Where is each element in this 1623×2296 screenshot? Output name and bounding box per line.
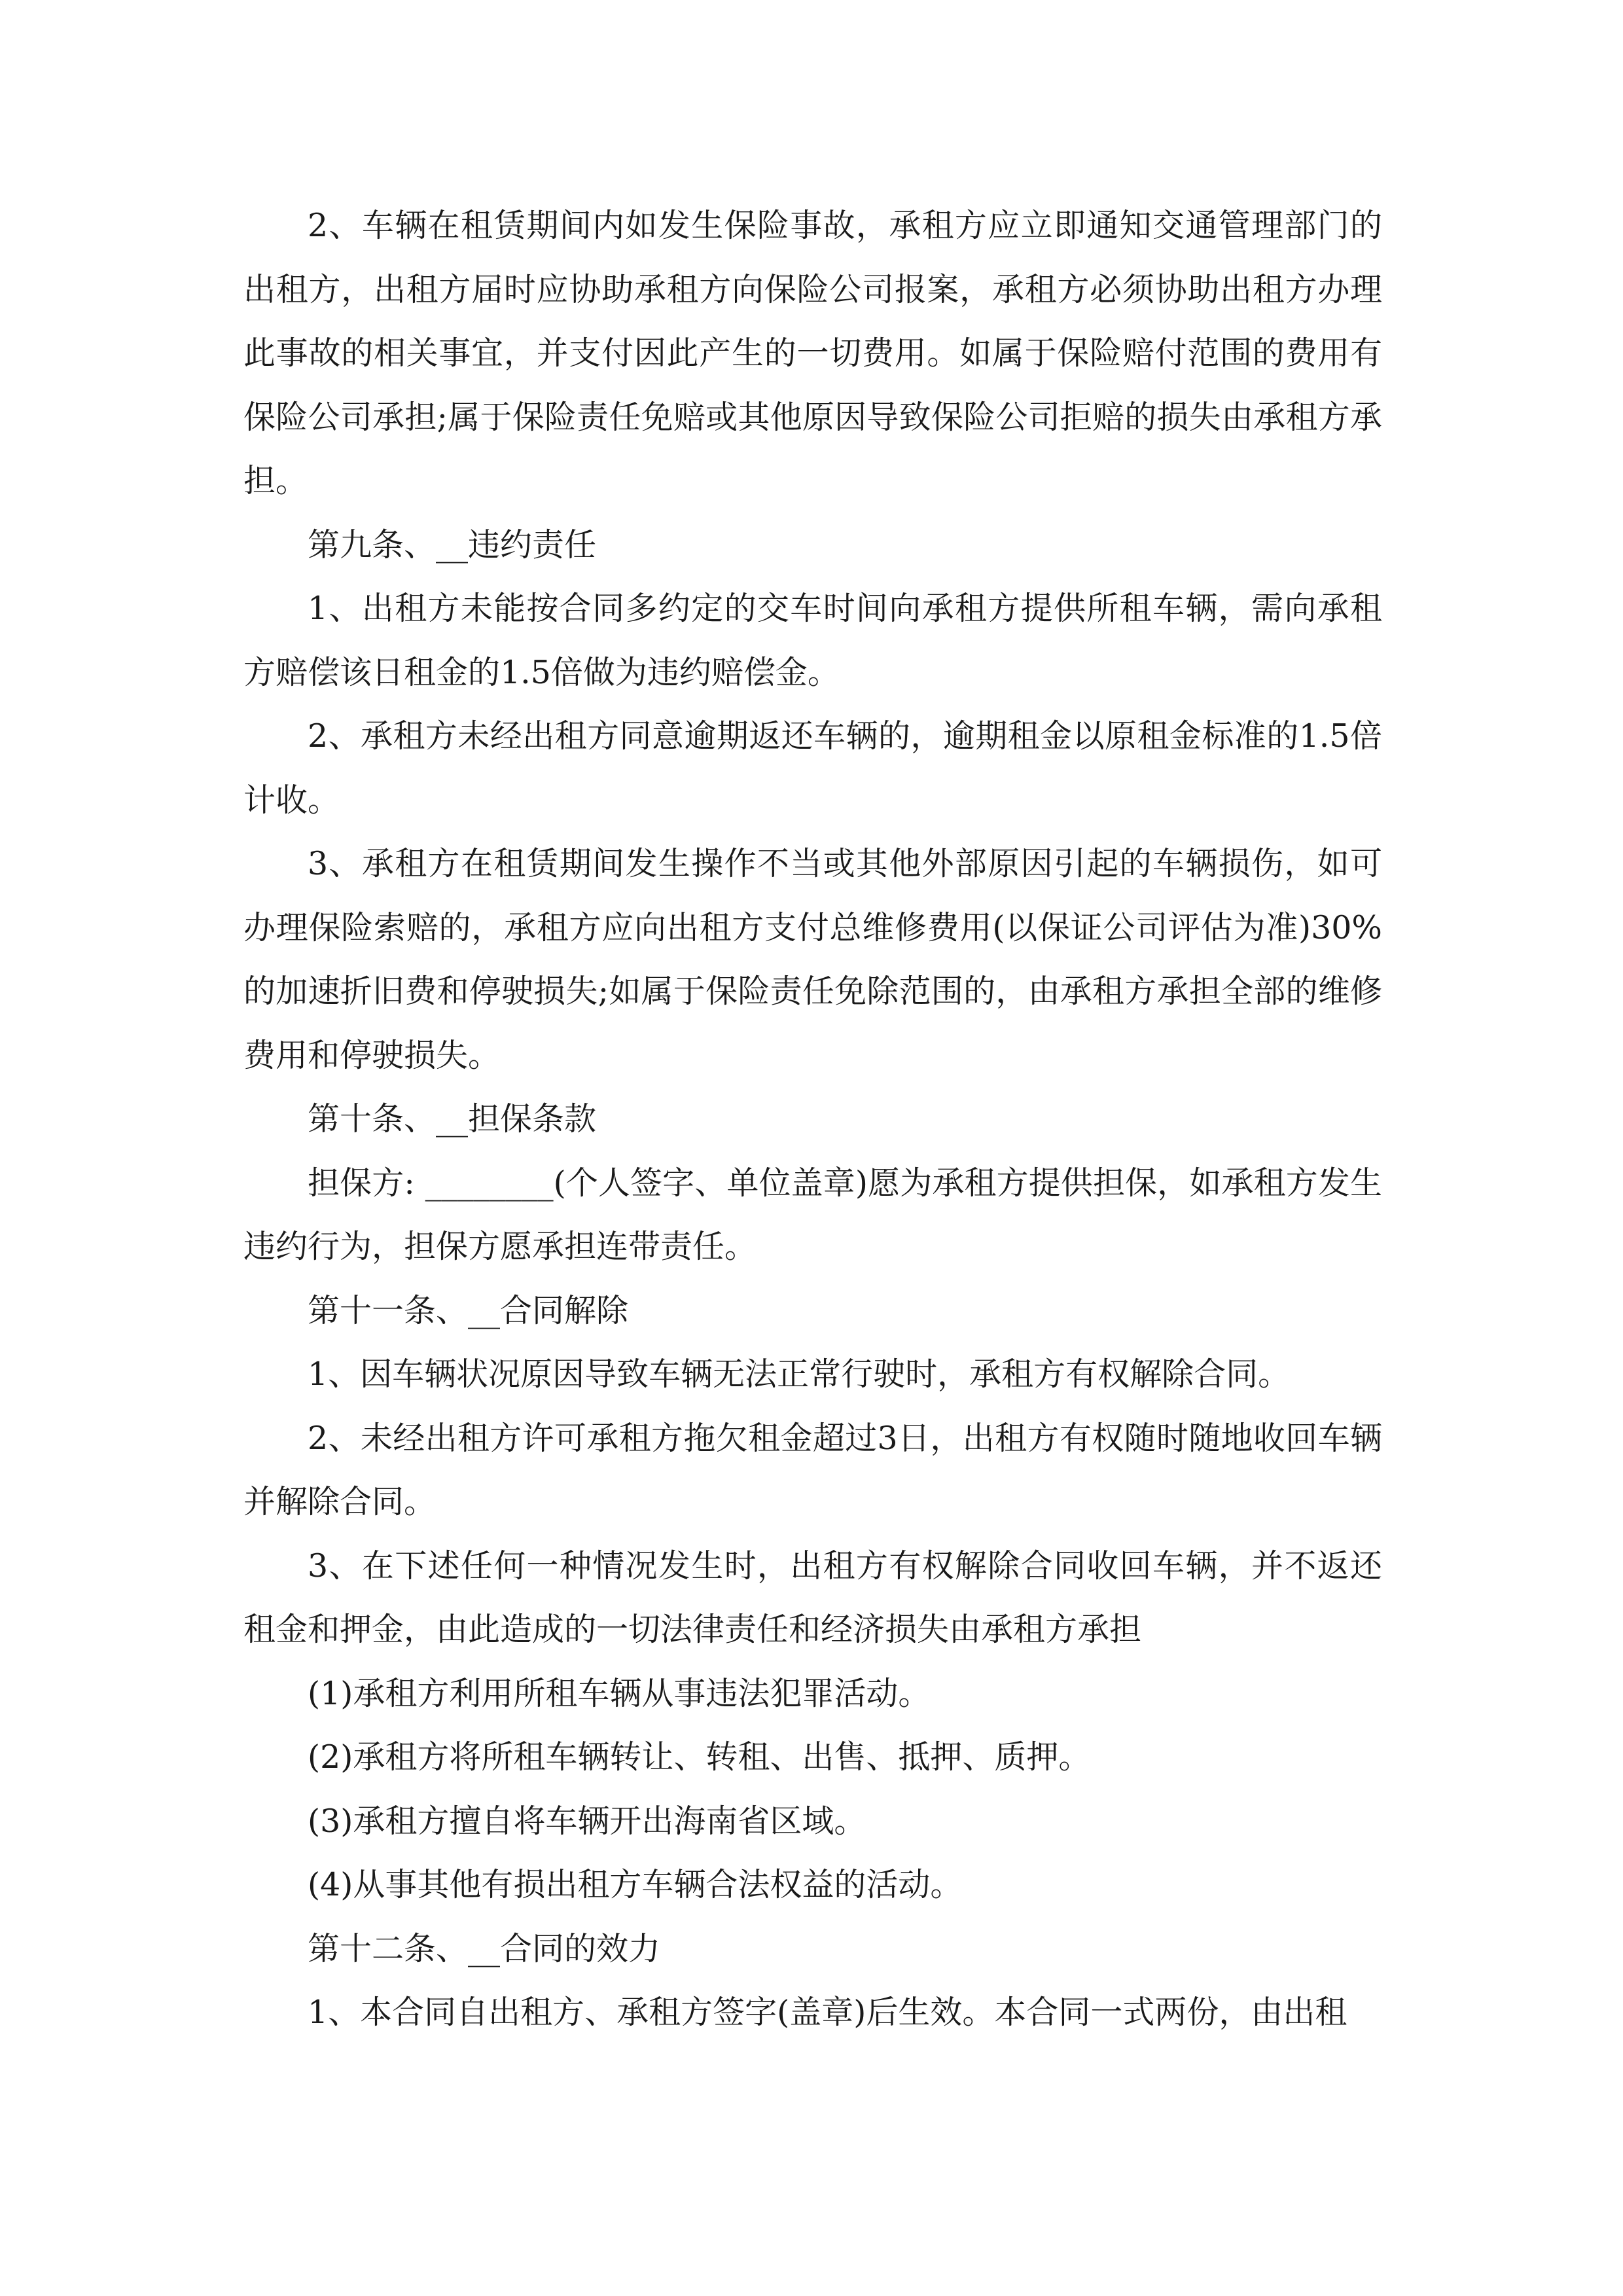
paragraph-9-2: 2、承租方未经出租方同意逾期返还车辆的，逾期租金以原租金标准的1.5倍计收。 — [243, 717, 1382, 819]
paragraph-9-1: 1、出租方未能按合同多约定的交车时间向承租方提供所租车辆，需向承租方赔偿该日租金的1.5倍做为违约赔偿金。 — [243, 590, 1382, 691]
paragraph-12-1: 1、本合同自出租方、承租方签字(盖章)后生效。本合同一式两份，由出租 — [308, 1994, 1347, 2031]
heading-article-12-validity: 第十二条、__合同的效力 — [308, 1929, 661, 1967]
heading-article-11-termination: 第十一条、__合同解除 — [308, 1291, 629, 1329]
list-item-11-3-1: (1)承租方利用所租车辆从事违法犯罪活动。 — [308, 1674, 931, 1712]
paragraph-10-guarantor: 担保方: ________(个人签字、单位盖章)愿为承租方提供担保，如承租方发生违约行为，担保方愿承担连带责任。 — [243, 1164, 1382, 1265]
paragraph-11-1: 1、因车辆状况原因导致车辆无法正常行驶时，承租方有权解除合同。 — [308, 1355, 1291, 1393]
document-body — [243, 194, 1382, 2045]
paragraph-insurance-accident: 2、车辆在租赁期间内如发生保险事故，承租方应立即通知交通管理部门的出租方，出租方届时应协助承租方向保险公司报案，承租方必须协助出租方办理此事故的相关事宜，并支付因此产生的一切费用。如属于保险赔付范围的费用有保险公司承担;属于保险责任免赔或其他原因导致保险公司拒赔的损失由承租方承担。 — [243, 207, 1382, 499]
list-item-11-3-3: (3)承租方擅自将车辆开出海南省区域。 — [308, 1802, 866, 1840]
paragraph-11-3: 3、在下述任何一种情况发生时，出租方有权解除合同收回车辆，并不返还租金和押金，由此造成的一切法律责任和经济损失由承租方承担 — [243, 1547, 1382, 1648]
heading-article-10-guarantee: 第十条、__担保条款 — [308, 1100, 597, 1138]
list-item-11-3-2: (2)承租方将所租车辆转让、转租、出售、抵押、质押。 — [308, 1738, 1091, 1776]
heading-article-9-breach-liability: 第九条、__违约责任 — [308, 526, 597, 564]
paragraph-11-2: 2、未经出租方许可承租方拖欠租金超过3日，出租方有权随时随地收回车辆并解除合同。 — [243, 1419, 1382, 1520]
paragraph-9-3: 3、承租方在租赁期间发生操作不当或其他外部原因引起的车辆损伤，如可办理保险索赔的，承租方应向出租方支付总维修费用(以保证公司评估为准)30%的加速折旧费和停驶损失;如属于保险责任免除范围的，由承租方承担全部的维修费用和停驶损失。 — [243, 845, 1382, 1074]
list-item-11-3-4: (4)从事其他有损出租方车辆合法权益的活动。 — [308, 1866, 963, 1903]
